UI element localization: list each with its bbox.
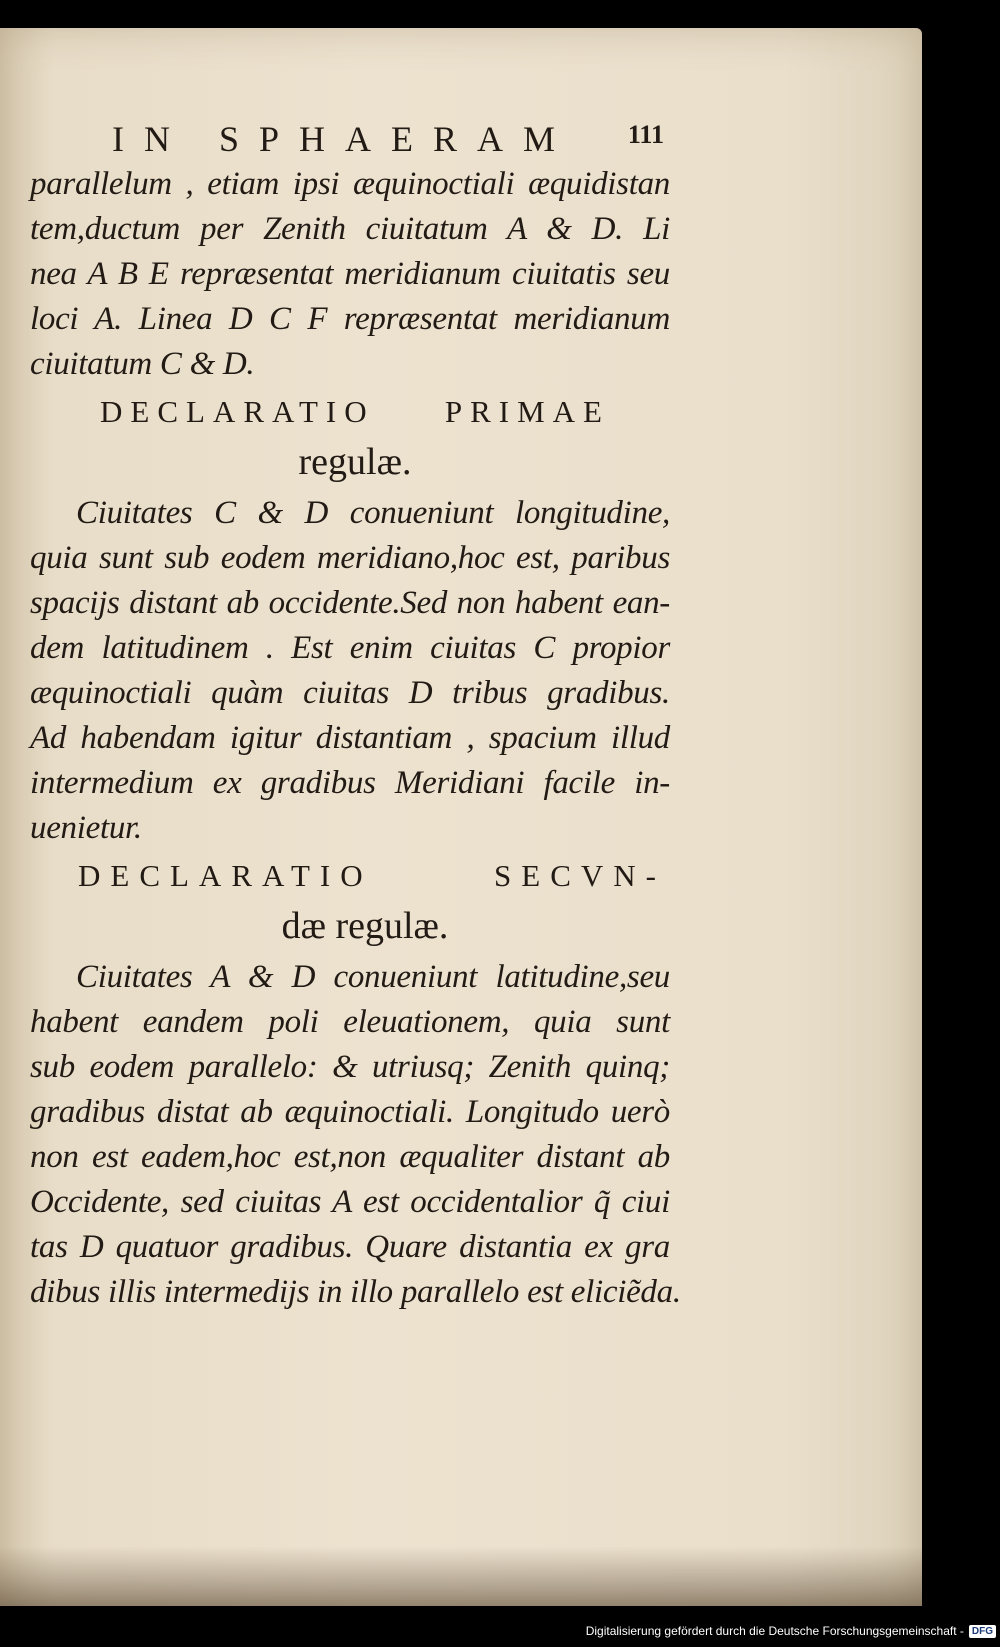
text-line: dibus illis intermedijs in illo parallelo est eliciẽda. xyxy=(30,1274,681,1310)
text-line: gradibus distat ab æquinoctiali. Longitudo uerò xyxy=(30,1094,670,1130)
text-line: dem latitudinem . Est enim ciuitas C propior xyxy=(30,630,670,666)
text-line: loci A. Linea D C F repræsentat meridianum xyxy=(30,301,670,337)
section-subheading-2: dæ regulæ. xyxy=(281,905,449,947)
paragraph-1 xyxy=(30,162,670,387)
running-head xyxy=(30,106,670,162)
running-head-title: IN SPHAERAM xyxy=(112,119,576,159)
section-heading-1: DECLARATIO PRIMAE xyxy=(100,394,610,429)
text-line: Ciuitates A & D conueniunt latitudine,seu xyxy=(76,959,670,995)
text-line: parallelum , etiam ipsi æquinoctiali æquidistan xyxy=(30,166,670,202)
text-line: tem,ductum per Zenith ciuitatum A & D. Li xyxy=(30,211,670,247)
text-line: Ciuitates C & D conueniunt longitudine, xyxy=(76,495,670,531)
text-line: sub eodem parallelo: & utriusq; Zenith quinq; xyxy=(30,1049,670,1085)
text-block xyxy=(30,106,681,1315)
text-line: tas D quatuor gradibus. Quare distantia ex gra xyxy=(30,1229,670,1265)
page-number: 111 xyxy=(627,120,664,149)
section-heading-2: DECLARATIO SECVN- xyxy=(78,858,666,893)
digitization-footer xyxy=(586,1621,996,1641)
text-line: æquinoctiali quàm ciuitas D tribus gradibus. xyxy=(30,675,670,711)
text-line: intermedium ex gradibus Meridiani facile in- xyxy=(30,765,670,801)
text-line: non est eadem,hoc est,non æqualiter distant ab xyxy=(30,1139,670,1175)
dfg-logo: DFG xyxy=(969,1625,996,1638)
section-subheading-1: regulæ. xyxy=(298,441,412,483)
text-line: Ad habendam igitur distantiam , spacium illud xyxy=(30,720,670,756)
text-line: uenietur. xyxy=(30,810,142,846)
paragraph-2 xyxy=(30,491,670,851)
paragraph-3 xyxy=(30,955,681,1315)
text-line: Occidente, sed ciuitas A est occidentalior q̃ ciui xyxy=(30,1184,670,1220)
book-page xyxy=(0,28,922,1606)
footer-credit-text: Digitalisierung gefördert durch die Deutsche Forschungsgemeinschaft - xyxy=(585,1624,964,1638)
text-line: habent eandem poli eleuationem, quia sunt xyxy=(30,1004,670,1040)
text-line: quia sunt sub eodem meridiano,hoc est, paribus xyxy=(30,540,670,576)
page-edge-shadow xyxy=(0,1546,922,1606)
text-line: spacijs distant ab occidente.Sed non habent ean- xyxy=(30,585,670,621)
text-line: nea A B E repræsentat meridianum ciuitatis seu xyxy=(30,256,670,292)
text-line: ciuitatum C & D. xyxy=(30,346,255,382)
